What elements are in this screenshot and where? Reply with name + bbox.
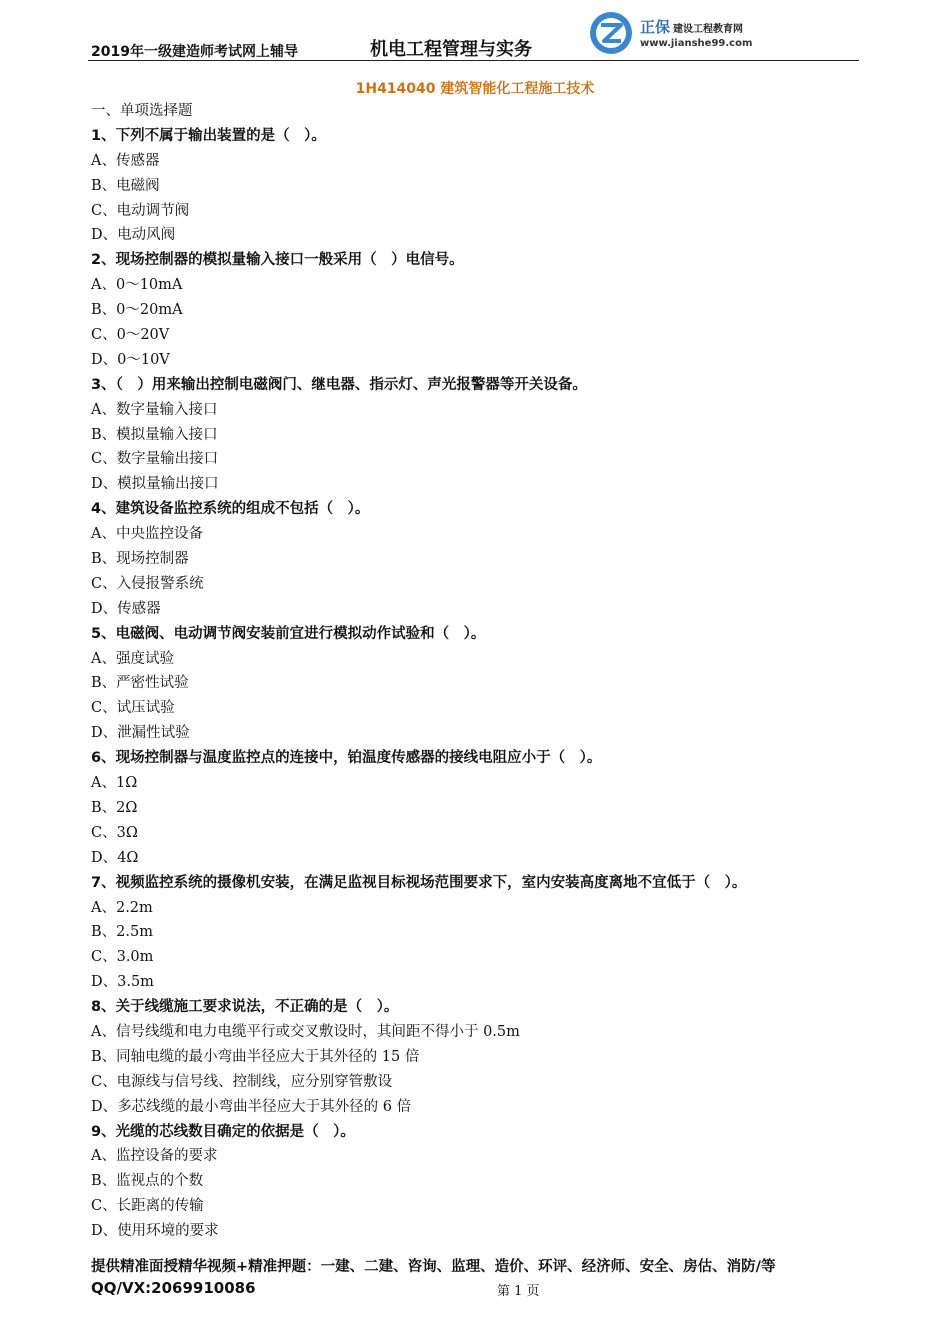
header-subject-title: 机电工程管理与实务 [370, 39, 532, 60]
answer-option: A、中央监控设备 [91, 526, 203, 543]
answer-option: B、2Ω [91, 799, 138, 816]
answer-option: A、监控设备的要求 [91, 1148, 218, 1165]
question-stem: 9、光缆的芯线数目确定的依据是（ ）。 [91, 1123, 355, 1140]
answer-option: C、数字量输出接口 [91, 451, 219, 468]
question-stem: 7、视频监控系统的摄像机安装，在满足监视目标视场范围要求下，室内安装高度离地不宜低于（ ）。 [91, 874, 747, 891]
page-number: 第 1 页 [497, 1284, 540, 1299]
answer-option: C、入侵报警系统 [91, 575, 204, 592]
question-list [91, 99, 871, 1244]
answer-option: B、0～20mA [91, 302, 183, 319]
answer-option: B、模拟量输入接口 [91, 426, 218, 443]
answer-option: C、电动调节阀 [91, 202, 190, 219]
answer-option: A、传感器 [91, 152, 160, 169]
answer-option: B、电磁阀 [91, 177, 160, 194]
header-divider [88, 60, 859, 61]
answer-option: B、2.5m [91, 924, 153, 941]
answer-option: D、多芯线缆的最小弯曲半径应大于其外径的 6 倍 [91, 1098, 412, 1115]
logo-url: www.jianshe99.com [640, 38, 753, 49]
answer-option: D、0～10V [91, 351, 170, 368]
question-stem: 5、电磁阀、电动调节阀安装前宜进行模拟动作试验和（ ）。 [91, 625, 486, 642]
answer-option: A、数字量输入接口 [91, 401, 218, 418]
brand-logo [588, 10, 788, 58]
question-stem: 3、（ ）用来输出控制电磁阀门、继电器、指示灯、声光报警器等开关设备。 [91, 376, 587, 393]
answer-option: D、模拟量输出接口 [91, 476, 219, 493]
section-heading: 一、单项选择题 [91, 103, 193, 119]
answer-option: D、4Ω [91, 849, 139, 866]
question-stem: 6、现场控制器与温度监控点的连接中，铂温度传感器的接线电阻应小于（ ）。 [91, 750, 602, 767]
answer-option: D、传感器 [91, 600, 161, 617]
question-stem: 1、下列不属于输出装置的是（ ）。 [91, 127, 326, 144]
zhengbao-logo-icon [588, 10, 634, 56]
question-stem: 4、建筑设备监控系统的组成不包括（ ）。 [91, 501, 370, 518]
answer-option: C、试压试验 [91, 700, 175, 717]
answer-option: A、强度试验 [91, 650, 174, 667]
answer-option: C、长距离的传输 [91, 1198, 204, 1215]
logo-brand-name: 正保 建设工程教育网 [640, 18, 744, 36]
question-stem: 8、关于线缆施工要求说法，不正确的是（ ）。 [91, 999, 399, 1016]
footer-promo: 提供精准面授精华视频+精准押题：一建、二建、咨询、监理、造价、环评、经济师、安全、房估、消防/等 [91, 1259, 776, 1275]
answer-option: A、2.2m [91, 899, 153, 916]
answer-option: A、1Ω [91, 775, 138, 792]
answer-option: D、电动风阀 [91, 227, 176, 244]
footer-contact: QQ/VX:2069910086 [91, 1279, 256, 1297]
answer-option: A、信号线缆和电力电缆平行或交叉敷设时，其间距不得小于 0.5m [91, 1023, 520, 1040]
answer-option: B、监视点的个数 [91, 1173, 204, 1190]
question-stem: 2、现场控制器的模拟量输入接口一般采用（ ）电信号。 [91, 252, 464, 269]
answer-option: C、电源线与信号线、控制线，应分别穿管敷设 [91, 1073, 393, 1090]
header-exam-title: 2019年一级建造师考试网上辅导 [91, 44, 298, 60]
answer-option: C、3Ω [91, 824, 138, 841]
answer-option: D、使用环境的要求 [91, 1223, 219, 1240]
answer-option: B、严密性试验 [91, 675, 189, 692]
document-title: 1H414040 建筑智能化工程施工技术 [355, 81, 595, 97]
answer-option: D、3.5m [91, 974, 154, 991]
answer-option: C、0～20V [91, 327, 170, 344]
answer-option: D、泄漏性试验 [91, 725, 190, 742]
answer-option: A、0～10mA [91, 277, 183, 294]
answer-option: C、3.0m [91, 949, 154, 966]
answer-option: B、同轴电缆的最小弯曲半径应大于其外径的 15 倍 [91, 1048, 420, 1065]
answer-option: B、现场控制器 [91, 551, 189, 568]
